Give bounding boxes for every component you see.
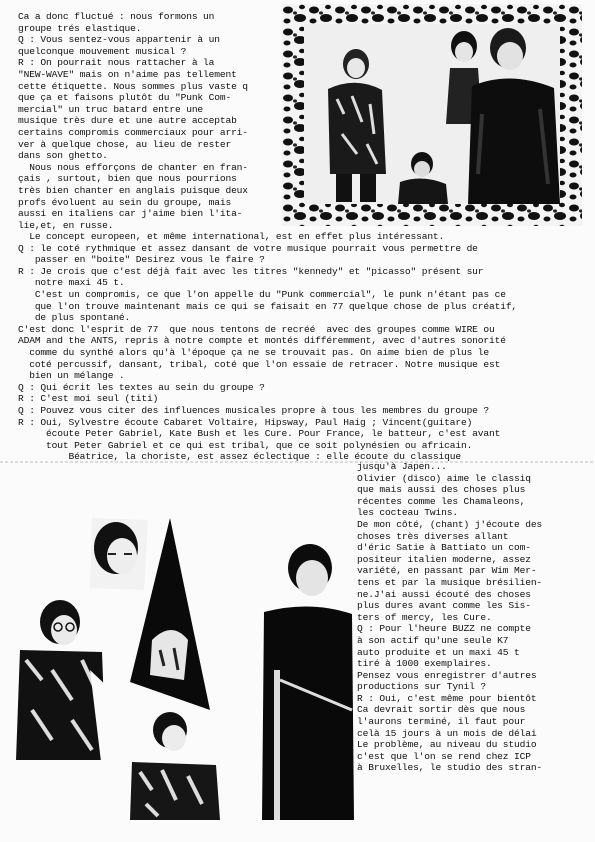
intro-line: lie,et, en russe. xyxy=(18,219,114,231)
intro-line: Q : Vous sentez-vous appartenir à un xyxy=(18,34,220,46)
intro-line: quelconque mouvement musical ? xyxy=(18,45,187,57)
right-line: l'aurons terminé, il faut pour xyxy=(357,716,526,728)
right-line: tens et par la musique brésilien- xyxy=(357,576,543,588)
main-line: tout Peter Gabriel et ce qui est tribal, que ce soit polynésien ou africain. xyxy=(18,439,473,451)
interview-main-text xyxy=(18,231,517,463)
main-line: R : Je crois que c'est déjà fait avec les titres "kennedy" et "picasso" présent sur xyxy=(18,265,484,277)
right-line: c'est que l'on se rend chez ICP xyxy=(357,750,531,762)
intro-line: mercial" un truc batard entre une xyxy=(18,103,204,115)
right-line: productions sur Tynil ? xyxy=(357,681,486,693)
portrait-4 xyxy=(262,544,354,820)
intro-line: profs évoluent au sein du groupe, mais xyxy=(18,196,232,208)
right-line: celà 15 jours à un mois de délai xyxy=(357,727,537,739)
intro-line: çais , surtout, bien que nous pourrions xyxy=(18,173,237,185)
intro-line: ver à quelque chose, au lieu de rester xyxy=(18,138,232,150)
right-line: d'éric Satie à Battiato un com- xyxy=(357,542,531,554)
main-line: R : Oui, Sylvestre écoute Cabaret Voltaire, Hipsway, Paul Haig ; Vincent(guitare) xyxy=(18,416,473,428)
right-line: choses très diverses allant xyxy=(357,530,509,542)
intro-line: R : On pourrait nous rattacher à la xyxy=(18,57,215,69)
main-line: comme du synthé alors qu'à l'époque ça ne se trouvait pas. On aime bien de plus le xyxy=(18,346,490,358)
right-line: que mais aussi des choses plus xyxy=(357,484,526,496)
right-line: tiré à 1000 exemplaires. xyxy=(357,658,492,670)
intro-line: certains compromis commerciaux pour arri- xyxy=(18,126,248,138)
main-line: Q : Pouvez vous citer des influences musicales propre à tous les membres du groupe ? xyxy=(18,404,490,416)
right-line: plus dures avant comme les Sis- xyxy=(357,600,531,612)
right-line: ne.J'ai aussi écouté des choses xyxy=(357,588,531,600)
right-line: Q : Pour l'heure BUZZ ne compte xyxy=(357,623,531,635)
portrait-1 xyxy=(90,518,148,590)
main-line: que l'on trouve maintenant mais ce qui se faisait en 77 quelque chose de plus créatif, xyxy=(18,300,518,312)
right-line: ters of mercy, les Cure. xyxy=(357,611,492,623)
intro-line: cette étiquette. Nous sommes plus vaste q xyxy=(18,80,248,92)
main-line: Q : Qui écrit les textes au sein du groupe ? xyxy=(18,381,265,393)
intro-line: très bien chanter en anglais puisque deux xyxy=(18,184,248,196)
intro-line: Ca a donc fluctué : nous formons un xyxy=(18,11,215,22)
main-line: Le concept europeen, et même international, est en effet plus intéressant. xyxy=(18,231,445,242)
right-line: De mon côté, (chant) j'écoute des xyxy=(357,518,543,530)
right-text-column xyxy=(357,461,542,774)
intro-line: aussi en italiens car j'aime bien l'ita- xyxy=(18,208,243,220)
intro-line: dans son ghetto. xyxy=(18,150,108,162)
main-line: Béatrice, la choriste, est assez éclectique : elle écoute du classique xyxy=(18,451,461,463)
band-photo xyxy=(282,4,582,226)
right-line: variété, en passant par Wim Mer- xyxy=(357,565,537,577)
main-line: de plus spontané. xyxy=(18,312,131,324)
main-line: ADAM and the ANTS, repris à notre compte et montés différemment, avec d'autres sonorité xyxy=(18,335,506,347)
right-line: jusqu'à Japen... xyxy=(357,461,447,472)
main-line: R : C'est moi seul (titi) xyxy=(18,393,159,405)
portrait-3 xyxy=(130,712,220,820)
right-line: Olivier (disco) aime le classiq xyxy=(357,472,531,484)
main-line: C'est donc l'esprit de 77 que nous tentons de recréé avec des groupes comme WIRE ou xyxy=(18,323,495,335)
main-line: passer en "boite" Desirez vous le faire ? xyxy=(18,254,265,266)
right-line: à son actif qu'une seule K7 xyxy=(357,634,509,646)
intro-line: "NEW-WAVE" mais on n'aime pas tellement xyxy=(18,68,237,80)
main-line: C'est un compromis, ce que l'on appelle du "Punk commercial", le punk n'étant pas ce xyxy=(18,288,506,300)
right-line: R : Oui, c'est même pour bientôt xyxy=(357,692,537,704)
right-line: Ca devrait sortir dès que nous xyxy=(357,704,526,716)
main-line: coté percussif, dansant, tribal, coté que l'on essaie de retracer. Notre musique est xyxy=(18,358,501,370)
main-line: Q : le coté rythmique et assez dansant de votre musique pourrait vous permettre de xyxy=(18,242,478,254)
right-line: positeur italien moderne, assez xyxy=(357,553,531,565)
main-line: bien un mélange . xyxy=(18,370,125,382)
intro-text-column xyxy=(18,11,248,231)
intro-line: groupe trés elastique. xyxy=(18,22,142,34)
right-line: les cocteau Twins. xyxy=(357,507,458,519)
right-line: récentes comme les Chamaleons, xyxy=(357,495,526,507)
main-line: notre maxi 45 t. xyxy=(18,277,125,289)
right-line: Pensez vous enregistrer d'autres xyxy=(357,669,537,681)
right-line: Le problème, au niveau du studio xyxy=(357,739,537,751)
intro-line: Nous nous efforçons de chanter en fran- xyxy=(18,161,248,173)
main-line: écoute Peter Gabriel, Kate Bush et les Cure. Pour France, le batteur, c'est avant xyxy=(18,428,501,440)
right-line: auto produite et un maxi 45 t xyxy=(357,646,520,658)
band-collage xyxy=(12,510,357,832)
intro-line: que ça et faisons plutôt du "Punk Com- xyxy=(18,92,232,104)
intro-line: musique très dure et une autre acceptab xyxy=(18,115,237,127)
right-line: à Bruxelles, le studio des stran- xyxy=(357,762,543,774)
